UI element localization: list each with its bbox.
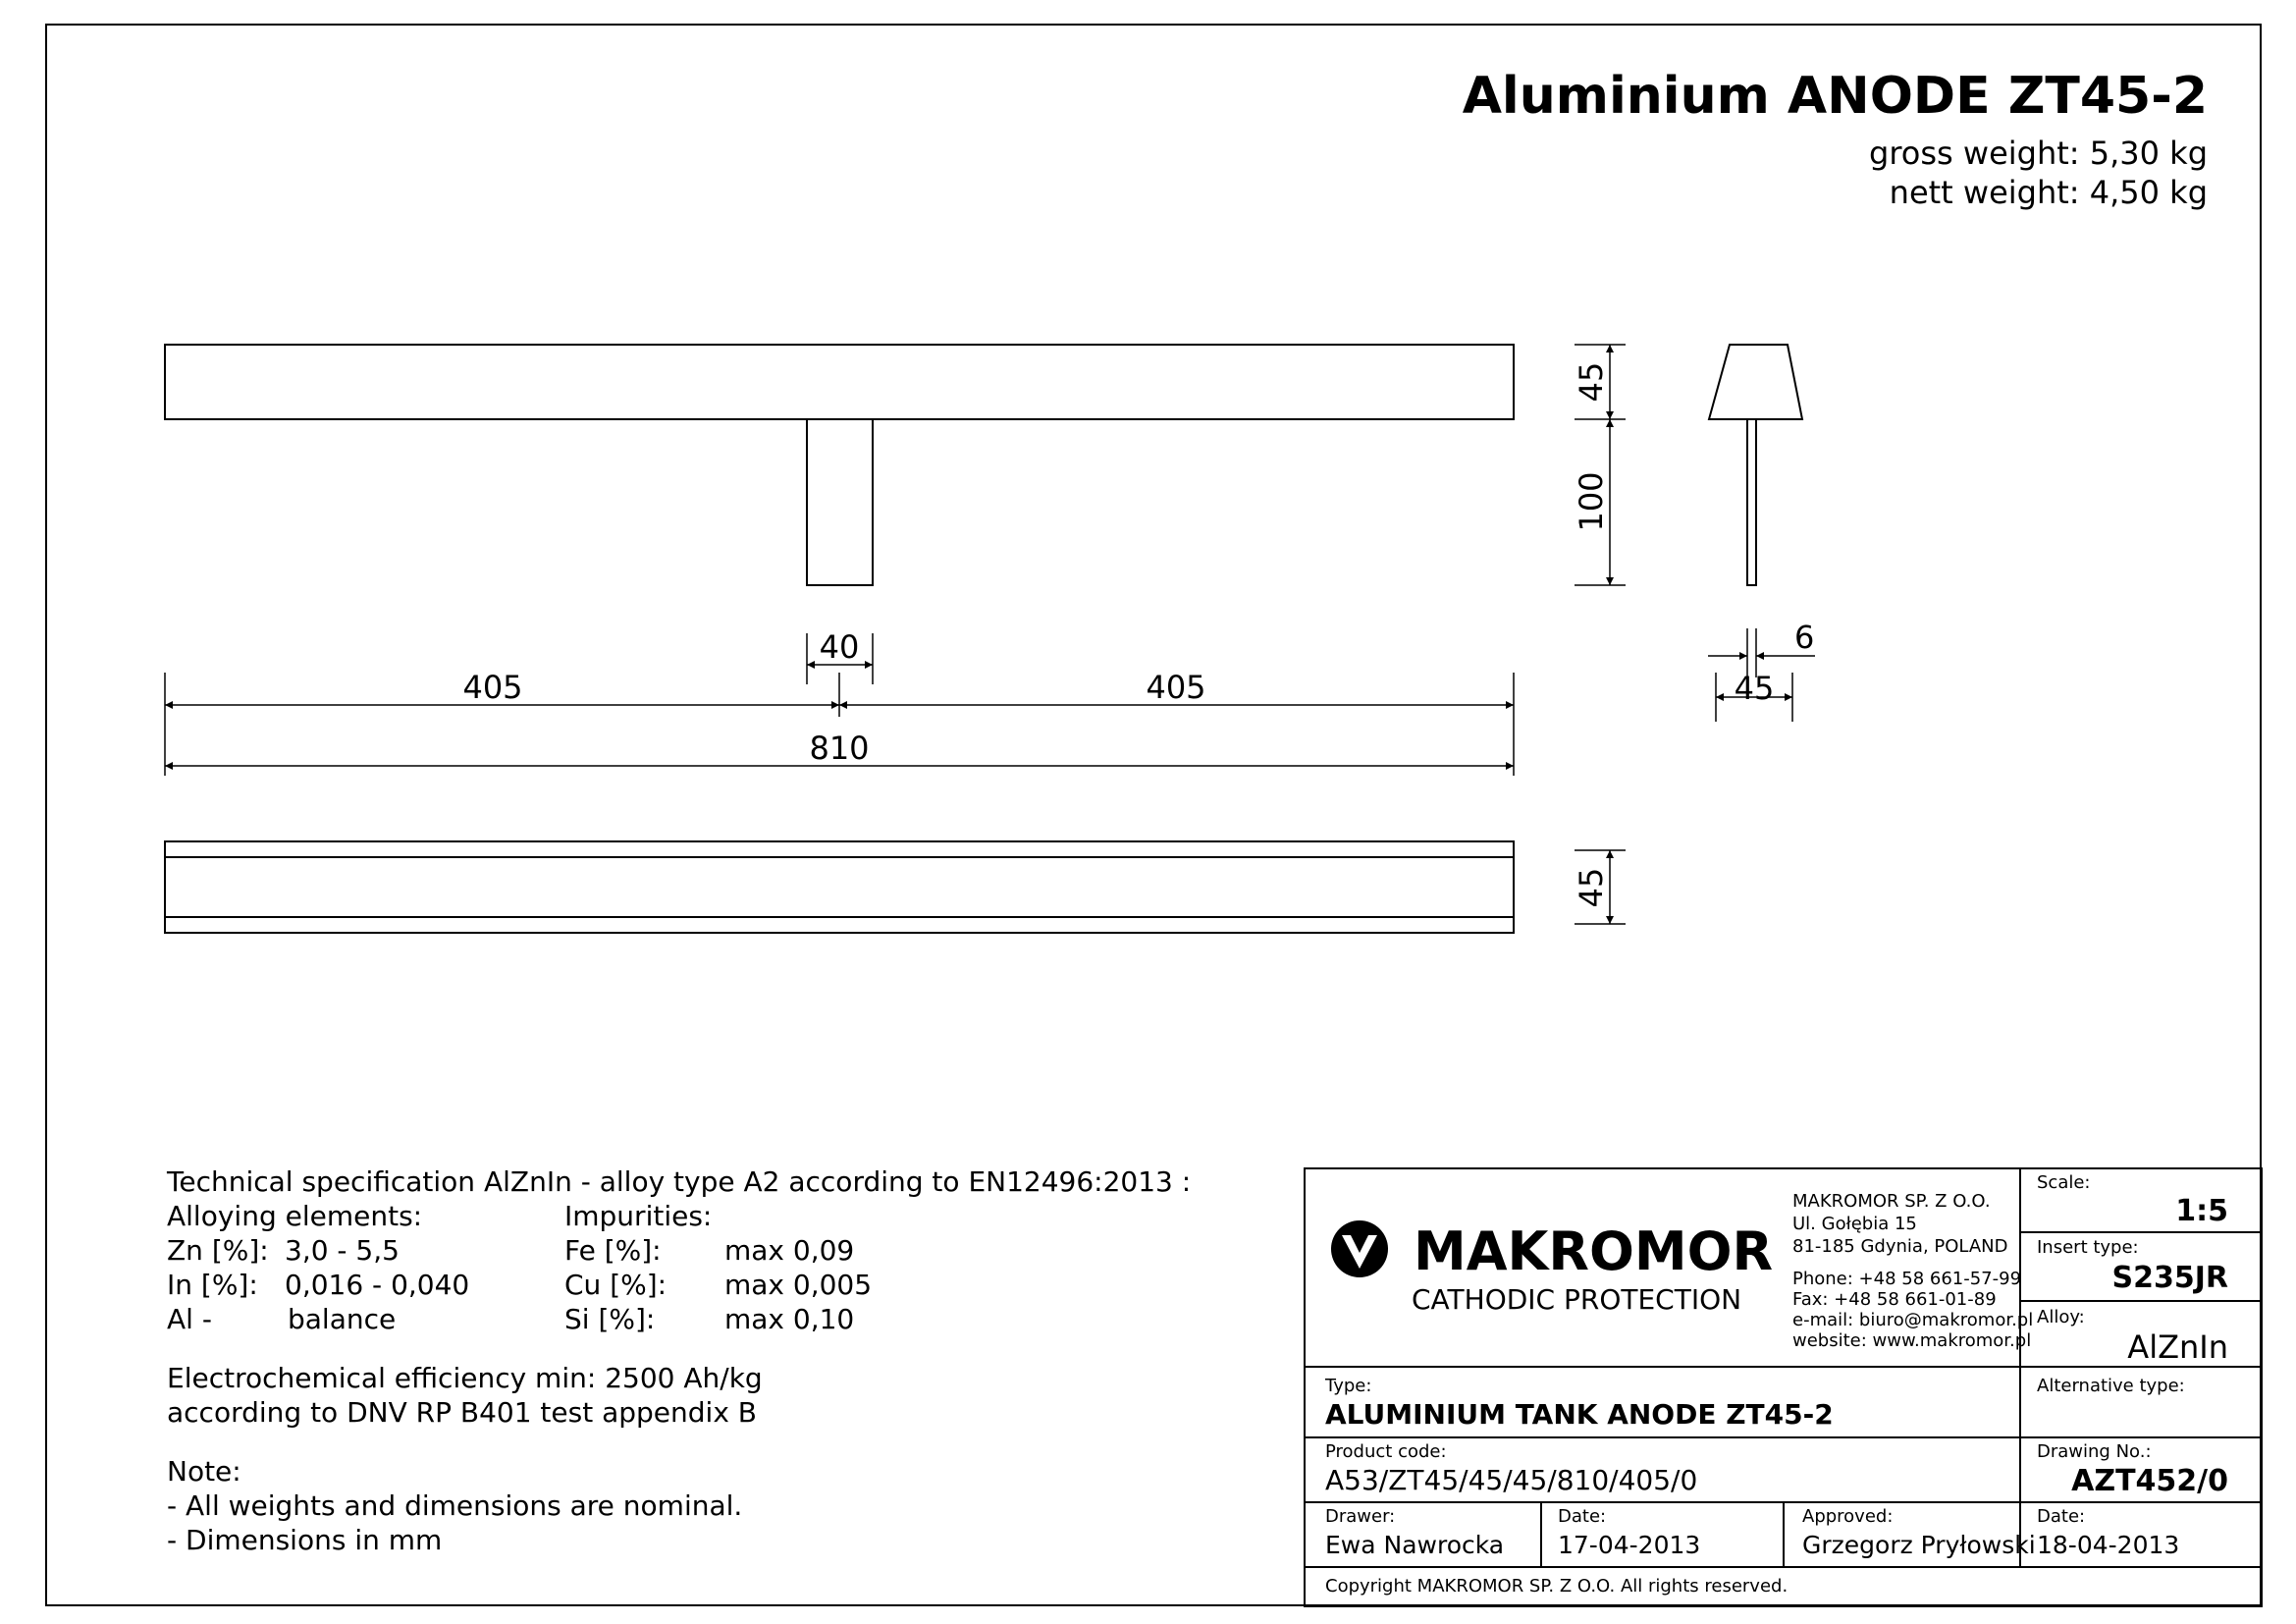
gross-weight: gross weight: 5,30 kg	[1869, 135, 2208, 172]
dim-half-right: 405	[1146, 669, 1206, 706]
company-name: MAKROMOR	[1414, 1220, 1774, 1282]
alloying-label: Alloying elements:	[167, 1200, 423, 1232]
alloy-el: Al -	[167, 1303, 212, 1335]
type-value: ALUMINIUM TANK ANODE ZT45-2	[1325, 1398, 1834, 1431]
address-line: e-mail: biuro@makromor.pl	[1792, 1310, 2034, 1330]
drawing-no-label: Drawing No.:	[2037, 1441, 2152, 1462]
insert-type-value: S235JR	[2111, 1261, 2228, 1295]
alloy-value: AlZnIn	[2127, 1328, 2228, 1366]
drawer-label: Drawer:	[1325, 1506, 1396, 1527]
alloy-val: 0,016 - 0,040	[285, 1269, 470, 1301]
product-code-label: Product code:	[1325, 1441, 1447, 1462]
impurity-el: Fe [%]:	[564, 1234, 662, 1267]
dim-bottom-height: 45	[1573, 867, 1610, 908]
alloy-val: balance	[288, 1303, 397, 1335]
dim-side-width: 45	[1734, 670, 1775, 707]
efficiency-line-1: Electrochemical efficiency min: 2500 Ah/kg	[167, 1362, 763, 1394]
company-division: CATHODIC PROTECTION	[1412, 1283, 1742, 1316]
impurity-el: Cu [%]:	[564, 1269, 667, 1301]
alloy-el: Zn [%]:	[167, 1234, 269, 1267]
address-line: website: www.makromor.pl	[1792, 1330, 2032, 1351]
alloy-el: In [%]:	[167, 1269, 258, 1301]
alternative-type-label: Alternative type:	[2037, 1376, 2185, 1396]
alloy-label: Alloy:	[2037, 1307, 2085, 1327]
impurities-label: Impurities:	[564, 1200, 713, 1232]
scale-label: Scale:	[2037, 1172, 2091, 1193]
efficiency-line-2: according to DNV RP B401 test appendix B	[167, 1396, 758, 1429]
date-approved-value: 18-04-2013	[2037, 1531, 2180, 1559]
date-approved-label: Date:	[2037, 1506, 2086, 1527]
dim-bar-height: 45	[1573, 361, 1610, 403]
impurity-val: max 0,10	[724, 1303, 855, 1335]
copyright: Copyright MAKROMOR SP. Z O.O. All rights reserved.	[1325, 1576, 1789, 1597]
drawing-title: Aluminium ANODE ZT45-2	[1462, 67, 2208, 126]
date-drawn-label: Date:	[1558, 1506, 1607, 1527]
dim-total-length: 810	[809, 730, 870, 767]
address-line: Ul. Gołębia 15	[1792, 1214, 1917, 1234]
address-line: MAKROMOR SP. Z O.O.	[1792, 1191, 1991, 1212]
note-title: Note:	[167, 1455, 241, 1488]
drawing-no-value: AZT452/0	[2071, 1464, 2228, 1498]
type-label: Type:	[1325, 1376, 1372, 1396]
date-drawn-value: 17-04-2013	[1558, 1531, 1701, 1559]
makromor-logo-icon	[1331, 1220, 1388, 1277]
scale-value: 1:5	[2175, 1194, 2228, 1228]
impurity-val: max 0,09	[724, 1234, 855, 1267]
approved-value: Grzegorz Pryłowski	[1802, 1531, 2036, 1559]
insert-type-label: Insert type:	[2037, 1237, 2139, 1258]
alloy-val: 3,0 - 5,5	[285, 1234, 400, 1267]
product-code-value: A53/ZT45/45/45/810/405/0	[1325, 1464, 1698, 1496]
impurity-val: max 0,005	[724, 1269, 873, 1301]
impurity-el: Si [%]:	[564, 1303, 656, 1335]
dim-core-length: 100	[1573, 471, 1610, 532]
dim-core-width: 40	[819, 628, 860, 666]
dim-core-thickness: 6	[1794, 619, 1815, 656]
spec-heading: Technical specification AlZnIn - alloy type A2 according to EN12496:2013 :	[167, 1165, 1192, 1198]
address-line: 81-185 Gdynia, POLAND	[1792, 1236, 2008, 1257]
note-line-2: - Dimensions in mm	[167, 1524, 443, 1556]
address-line: Phone: +48 58 661-57-99	[1792, 1269, 2022, 1289]
address-line: Fax: +48 58 661-01-89	[1792, 1289, 1997, 1310]
dim-half-left: 405	[462, 669, 523, 706]
nett-weight: nett weight: 4,50 kg	[1889, 174, 2208, 211]
note-line-1: - All weights and dimensions are nominal.	[167, 1489, 743, 1522]
approved-label: Approved:	[1802, 1506, 1894, 1527]
drawer-value: Ewa Nawrocka	[1325, 1531, 1505, 1559]
